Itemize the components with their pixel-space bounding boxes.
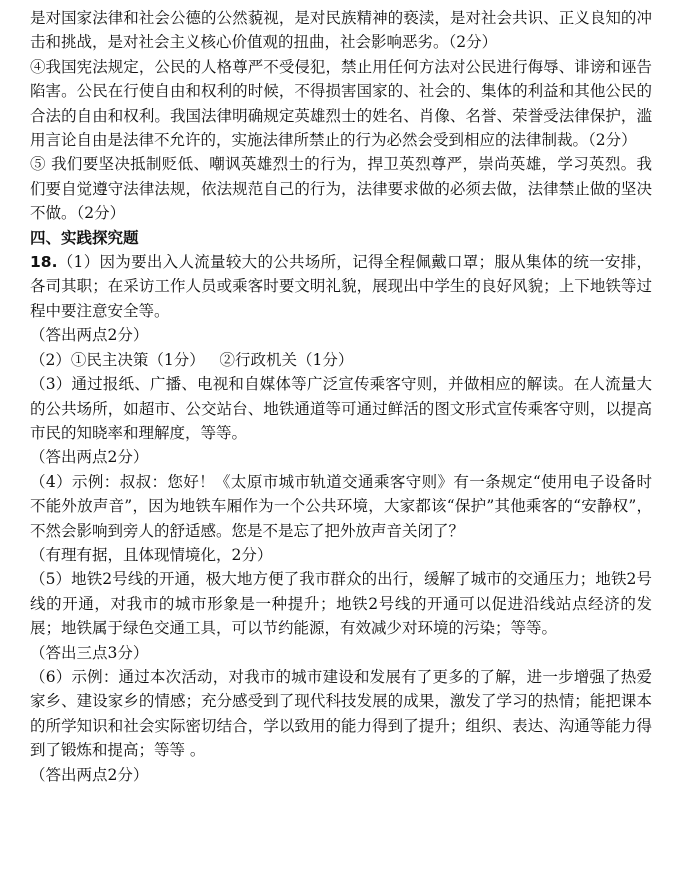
- paragraph-social-impact: 是对国家法律和社会公德的公然藐视，是对民族精神的亵渎，是对社会共识、正义良知的冲击和挑战，是对社会主义核心价值观的扭曲，社会影响恶劣。（2分）: [30, 9, 652, 52]
- q18-answer-3: （3）通过报纸、广播、电视和自媒体等广泛宣传乘客守则，并做相应的解读。在人流量大的公共场所，如超市、公交站台、地铁通道等可通过鲜活的图文形式宣传乘客守则，以提高市民的知晓率和理解度，等等。: [30, 375, 652, 442]
- q18-answer-3-scoring: （答出两点2分）: [30, 448, 149, 467]
- q18-answer-5-scoring: （答出三点3分）: [30, 643, 149, 662]
- q18-answer-1-text: （1）因为要出入人流量较大的公共场所，记得全程佩戴口罩；服从集体的统一安排，各司其职；在采访工作人员或乘客时要文明礼貌，展现出中学生的良好风貌；上下地铁等过程中要注意安全等。: [30, 253, 652, 320]
- q18-answer-6: （6）示例：通过本次活动，对我市的城市建设和发展有了更多的了解，进一步增强了热爱家乡、建设家乡的情感；充分感受到了现代科技发展的成果，激发了学习的热情；能把课本的所学知识和社会实际密切结合，学以致用的能力得到了提升；组织、表达、沟通等能力得到了锻炼和提高；等等 。: [30, 667, 652, 760]
- question-number: 18.: [30, 253, 58, 272]
- q18-answer-4-scoring: （有理有据，且体现情境化，2分）: [30, 545, 273, 564]
- q18-answer-5: （5）地铁2号线的开通，极大地方便了我市群众的出行，缓解了城市的交通压力；地铁2号线的开通，对我市的城市形象是一种提升；地铁2号线的开通可以促进沿线站点经济的发展；地铁属于绿色交通工具，可以节约能源，有效减少对环境的污染；等等。: [30, 570, 652, 638]
- q18-answer-2: （2）①民主决策（1分） ②行政机关（1分）: [30, 350, 354, 369]
- q18-answer-1: [30, 250, 652, 323]
- section-title: 四、实践探究题: [30, 228, 139, 247]
- q18-answer-1-scoring: （答出两点2分）: [30, 326, 149, 345]
- paragraph-defend-heroes: ⑤ 我们要坚决抵制贬低、嘲讽英雄烈士的行为，捍卫英烈尊严，崇尚英雄，学习英烈。我们要自觉遵守法律法规，依法规范自己的行为，法律要求做的必须去做，法律禁止做的坚决不做。（2分）: [30, 155, 652, 223]
- paragraph-constitution-rights: ④我国宪法规定，公民的人格尊严不受侵犯，禁止用任何方法对公民进行侮辱、诽谤和诬告陷害。公民在行使自由和权利的时候，不得损害国家的、社会的、集体的利益和其他公民的合法的自由和权利。我国法律明确规定英雄烈士的姓名、肖像、名誉、荣誉受法律保护，滥用言论自由是法律不允许的，实施法律所禁止的行为必然会受到相应的法律制裁。（2分）: [30, 57, 652, 150]
- q18-answer-4: （4）示例：叔叔：您好！《太原市城市轨道交通乘客守则》有一条规定“使用电子设备时不能外放声音”，因为地铁车厢作为一个公共环境，大家都该“保护”其他乘客的“安静权”，不然会影响到旁人的舒适感。您是不是忘了把外放声音关闭了？: [30, 472, 652, 540]
- q18-answer-6-scoring: （答出两点2分）: [30, 765, 149, 784]
